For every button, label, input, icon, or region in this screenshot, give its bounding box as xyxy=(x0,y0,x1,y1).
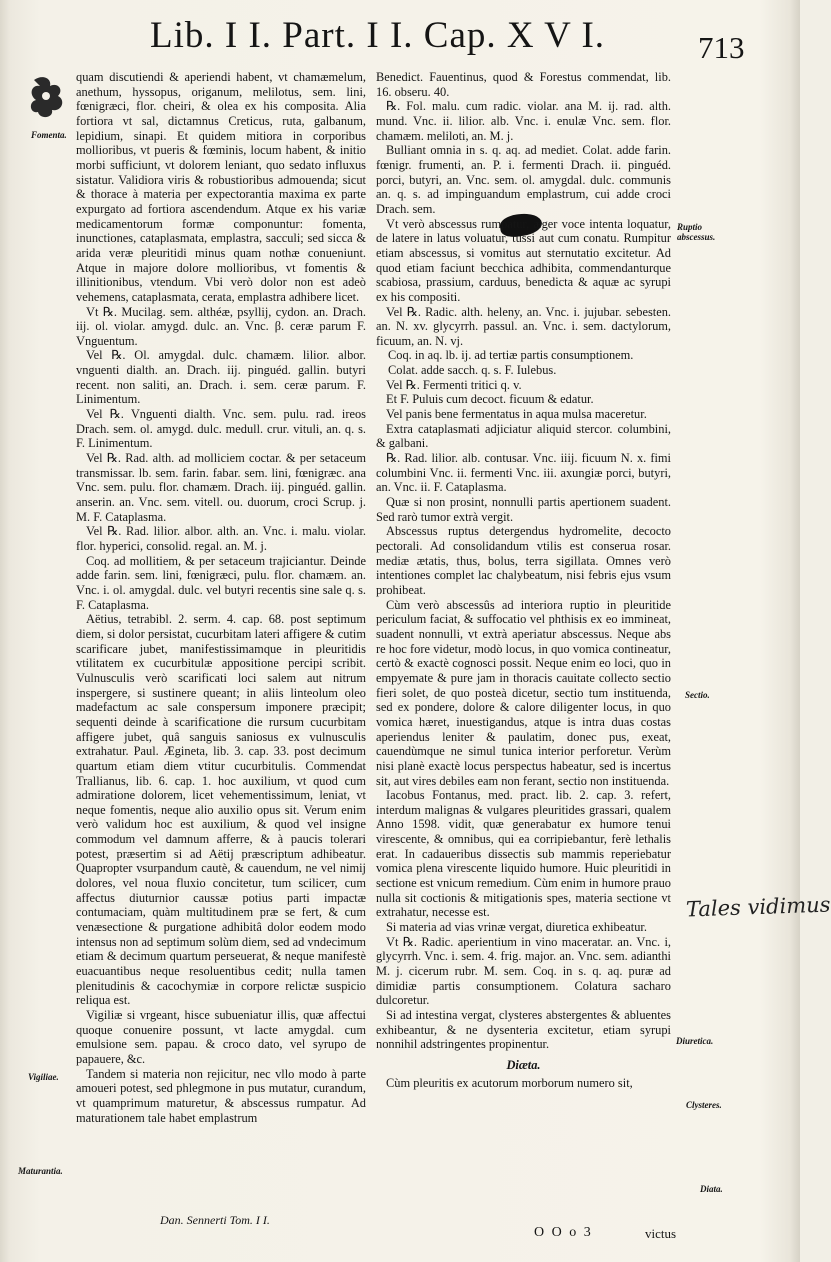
paragraph: Abscessus ruptus detergendus hydromelite, decocto pectorali. Ad consolidandum vtilis est conserua rosar. mediæ ætatis, thus, bolus, terra sigillata. Omnes verò intentiones complet lac chalybeatum, nisi febris ejus vsum prohibeat. xyxy=(376,524,671,597)
running-header: Lib. I I. Part. I I. Cap. X V I. xyxy=(150,15,606,56)
margin-note-diuretica: Diuretica. xyxy=(676,1036,714,1046)
recipe-line: Coq. in aq. lb. ij. ad tertiæ partis consumptionem. xyxy=(388,348,634,363)
margin-note-clysteres: Clysteres. xyxy=(686,1100,722,1110)
paragraph: Benedict. Fauentinus, quod & Forestus commendat, lib. 16. obseru. 40. xyxy=(376,70,671,99)
paragraph: Aëtius, tetrabibl. 2. serm. 4. cap. 68. post septimum diem, si dolor persistat, cucurbitam lateri affigere & cutim scarificare jubet, manifestissimamque in pleuritidis vtilitatem ex cucurbitulæ appositione percipi scribit. Vulnusculis verò scarificati loci salem aut nitrum inspergere, si sustinere queant; in aliis linteolum oleo madefactum ac sale conspersum imponere præcipit; sequenti deinde à scarificatione die rursum cucurbitam affigere jubet, quâ sanguis saniosus ex vulnusculis extrahatur. Paul. Ægineta, lib. 3. cap. 33. post decimum quartum etiam diem vtitur cucurbitulis. Commendat Trallianus, lib. 6. cap. 1. hoc auxilium, vt quod cum admiratione dolorem, licet vehementissimum, leniat, vt neque fomentis, neque alio auxilio opus sit. Verum enim verò validum hoc est auxilium, & quod vel insigne commodum vel damnum afferre, & à paucis tolerari potest, præsertim si ad Aëtij præscriptum adhibeatur. Quapropter vsurpandum cautè, & cauendum, ne vel nimij dolores, vel noua fluxio concitetur, tum sciliceт, cum affectus diuturnior caussæ potius parti impactæ contumaciam, quàm multitudinem præ se fert, & cum venæsectione & purgatione adhibitâ dolor eodem modo intensus non ad septimum solùm diem, sed ad vndecimum etiam & decimum quartum perseuerat, & neque manifestè euacuantibus neque resoluentibus cedit; nulla tamen plenitudinis & cacochymiæ in corpore relictæ suspicio reliqua est. xyxy=(76,612,366,1008)
right-column xyxy=(376,70,671,1090)
margin-note-diata: Diata. xyxy=(700,1184,723,1194)
paragraph: Vt verò abscessus rumpatur, æger voce intenta loquatur, de latere in latus voluatur, tussi aut cum conatu. Rumpitur etiam abscessus, si vomitus aut sternutatio excitetur. Ad quod etiam faciunt becchica adhibita, commendanturque scabiosa, prassium, carduus, benedicta & aquæ ac syrupi ex his compositi. xyxy=(376,216,671,304)
recipe: ℞. Rad. lilior. alb. contusar. Vnc. iiij. ficuum N. x. fimi columbini Vnc. ii. fermenti Vnc. iii. axungiæ porci, butyri, an. Vnc. ii. F. Cataplasma. xyxy=(376,451,671,495)
margin-note-vigiliae: Vigiliae. xyxy=(28,1072,59,1082)
footer-volume-note: Dan. Sennerti Tom. I I. xyxy=(160,1213,270,1227)
paragraph: Iacobus Fontanus, med. pract. lib. 2. cap. 3. refert, interdum malignas & vulgares pleuritides grassari, qualem Anno 1598. vidit, quæ generabatur ex humore tenui virescente, & omnibus, qui ea corripiebantur, ferè lethalis erat. In cadaueribus dissectis sub mammis reperiebatur vomica plena virescente liquido humore. Huic pleuritidi in sectione est vnicum remedium. Cùm enim in humore prauo nulla sit coctionis & mitigationis spes, materia sectione vt extrahatur, necesse est. xyxy=(376,788,671,920)
margin-note-sectio: Sectio. xyxy=(685,690,710,700)
paragraph: Tandem si materia non rejicitur, nec vllo modo à parte amoueri potest, sed phlegmone in pus mutatur, curandum, vt quamprimum maturetur, & abscessus rumpatur. Ad maturationem tale habet emplastrum xyxy=(76,1066,366,1125)
recipe: ℞. Fol. malu. cum radic. violar. ana M. ij. rad. alth. mund. Vnc. ii. lilior. alb. Vnc. i. enulæ Vnc. sem. flor. chamæm. meliloti, an. M. j. xyxy=(376,99,671,143)
margin-note-ruptio: Ruptio abscessus. xyxy=(677,222,716,242)
recipe: Vt ℞. Radic. aperientium in vino maceratar. an. Vnc. i, glycyrrh. Vnc. i. sem. 4. frig. major. an. Vnc. sem. adianthi M. j. cicerum rubr. M. sem. Coq. in s. q. aq. puræ ad dimidiæ partis consumptionem. Colatura sacharo dulcoretur. xyxy=(376,934,671,1008)
paragraph: Cùm pleuritis ex acutorum morborum numero sit, xyxy=(386,1075,633,1090)
recipe: Vel ℞. Vnguenti dialth. Vnc. sem. pulu. rad. ireos Drach. sem. ol. amygd. dulc. medull. crur. vituli, an. q. s. F. Linimentum. xyxy=(76,407,366,451)
paragraph: quam discutiendi & aperiendi habent, vt chamæmelum, anethum, hyssopus, origanum, melilotus, sem. lini, fœnigræci, flor. cheiri, & olea ex his composita. Alia fortiora vt sal, dictamnus Creticus, ruta, galbanum, lepidium, sinapi. Et quidem mitiora in corporibus mollioribus, vt pueris & fœminis, locum habent, & initio morbi sufficiunt, vt dolorem leniant, quo sedato influxus sistatur. Validiora viris & robustioribus admouenda; sicut & thorace à materia per expectorantia maxima ex parte expurgato ad fortiora ascendendum. Atque ex his variæ medicamentorum formæ componuntur: fomenta, inunctiones, cataplasmata, emplastra, sacculi; sed sicca & arida veræ pleuritidi minus quam nothæ conueniunt. Atque in majore dolore mollioribus, vt fomentis & illinitionibus, vtendum. Vbi verò dolor non est adeò vehemens, cataplasmata, cerata, emplastra adhibere licet. xyxy=(76,70,366,304)
left-column xyxy=(76,70,366,1125)
ornament-icon xyxy=(28,74,68,120)
recipe-line: Colat. adde sacch. q. s. F. Iulebus. xyxy=(388,363,557,378)
recipe: Vel ℞. Rad. lilior. albor. alth. an. Vnc. i. malu. violar. flor. hyperici, consolid. regal. an. M. j. xyxy=(76,524,366,553)
recipe: Vel ℞. Ol. amygdal. dulc. chamæm. lilior. albor. vnguenti dialth. an. Drach. iij. pinguéd. gallin. butyri recent. non saliti, an. Drach. i. sem. ceræ parum. F. Linimentum. xyxy=(76,348,366,407)
paragraph: Vigiliæ si vrgeant, hisce subueniatur illis, quæ affectui quoque conuenire possunt, vt lacte amygdal. cum emulsione sem. papau. & croco dato, vel syrupo de papauere, &c. xyxy=(76,1008,366,1066)
recipe: Vt ℞. Mucilag. sem. althéæ, psyllij, cydon. an. Drach. iij. ol. violar. amygd. dulc. an. Vnc. β. ceræ parum F. Vnguentum. xyxy=(76,304,366,348)
page-number: 713 xyxy=(698,30,745,65)
recipe-line: Et F. Puluis cum decoct. ficuum & edatur. xyxy=(386,392,594,407)
margin-note-maturantia: Maturantia. xyxy=(18,1166,63,1176)
recipe: Vel ℞. Radic. alth. heleny, an. Vnc. i. jujubar. sebesten. an. N. xv. glycyrrh. passul. an. Vnc. i. sem. dactylorum, ficuum, an. N. vj. xyxy=(376,304,671,348)
margin-note-fomenta: Fomenta. xyxy=(31,130,67,140)
paragraph: Coq. ad mollitiem, & per setaceum trajiciantur. Deinde adde farin. sem. lini, fœnigræci, pulu. flor. chamæm. an. Vnc. i. ol. amygdal. dulc. vel butyri recentis sine sale q. s. F. Cataplasma. xyxy=(76,553,366,612)
paragraph: Si ad intestina vergat, clysteres abstergentes & abluentes exhibeantur, & ne dysenteria excitetur, etiam syrupi nonnihil adstringentes propinentur. xyxy=(376,1008,671,1052)
paragraph: Bulliant omnia in s. q. aq. ad mediet. Colat. adde farin. fœnigr. frumenti, an. P. i. fermenti Drach. ii. pinguéd. porci, butyri, an. Vnc. sem. ol. amygdal. dulc. communis an. q. s. ad impinguandum emplastrum, cui adde croci Drach. sem. xyxy=(376,143,671,216)
recipe-line: Vel ℞. Fermenti tritici q. v. xyxy=(386,377,522,392)
handwritten-annotation: Tales vidimus xyxy=(685,892,831,922)
catchword: victus xyxy=(645,1226,677,1241)
paragraph: Cùm verò abscessûs ad interiora ruptio in pleuritide periculum faciat, & suffocatio vel phthisis ex eo immineat, suadent nonnulli, vt extrà aperiatur abscessus. Neque abs re hoc fore videtur, modò locus, in quo vomica contineatur, certò & exactè cognosci possit. Neque enim eo loci, quo in empyemate & pure jam in thoracis cauitate collecto sectio fieri solet, de quo posteà dicetur, sectio tum instituenda, sed ex pondere, dolore & calore diligenter locus, in quo vomica hæret, inuestigandus, atque is intra duas costas aperiendus leniter & paulatim, donec pus, exeat, cauendùmque ne simul tunica interior perforetur. Verùm nisi planè exactè locus perspectus habeatur, sed is incertus sit, aut vires debiles eam non ferant, sectio non instituenda. xyxy=(376,597,671,788)
paragraph: Extra cataplasmati adjiciatur aliquid stercor. columbini, & galbani. xyxy=(376,421,671,451)
recipe: Vel ℞. Rad. alth. ad molliciem coctar. & per setaceum transmissar. lb. sem. farin. fabar. sem. lini, fœnigræc. ana Vnc. sem. pulu. flor. chamæm. Drach. iij. pinguéd. gallin. anserin. an. Vnc. sem. vitell. ou. duorum, croci Scrup. j. M. F. Cataplasma. xyxy=(76,451,366,524)
paragraph: Quæ si non prosint, nonnulli partis apertionem suadent. Sed rarò tumor extrà vergit. xyxy=(376,495,671,524)
section-heading: Diæta. xyxy=(506,1057,541,1072)
paragraph: Si materia ad vias vrinæ vergat, diuretica exhibeatur. xyxy=(386,920,647,935)
paragraph: Vel panis bene fermentatus in aqua mulsa maceretur. xyxy=(386,407,647,422)
signature-mark: O O o 3 xyxy=(534,1225,593,1240)
